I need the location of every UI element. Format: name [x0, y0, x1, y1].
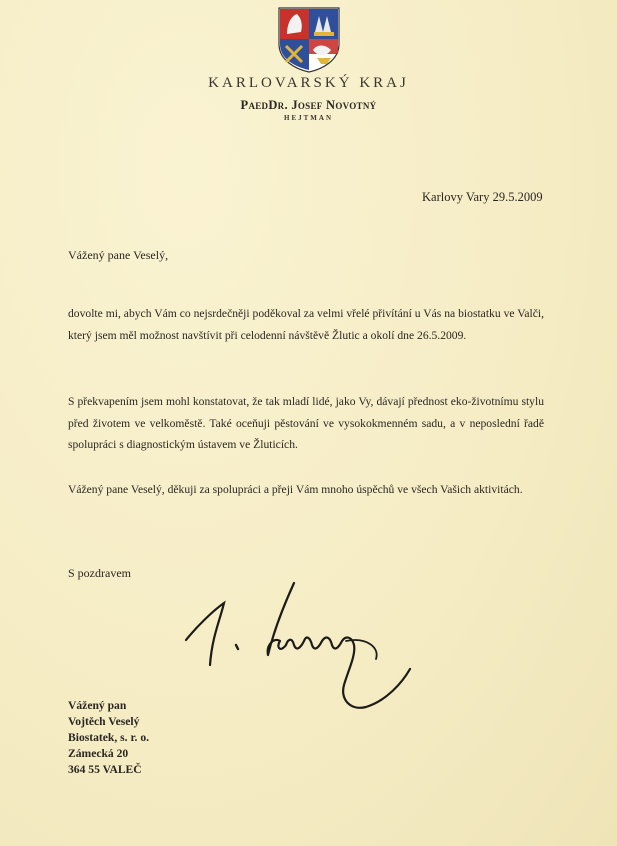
address-line: Vojtěch Veselý	[68, 715, 140, 728]
paragraph-3: Vážený pane Veselý, děkuji za spolupráci a přeji Vám mnoho úspěchů ve všech Vašich aktivitách.	[68, 483, 523, 496]
coat-of-arms-icon	[277, 6, 341, 74]
official-name: PaedDr. Josef Novotný	[240, 98, 377, 112]
official-title	[0, 98, 617, 113]
address-line: Zámecká 20	[68, 747, 129, 760]
address-line: Biostatek, s. r. o.	[68, 731, 150, 744]
paragraph-2: S překvapením jsem mohl konstatovat, že tak mladí lidé, jako Vy, dávají přednost eko-životnímu stylu před životem ve velkoměstě. Také oceňuji pěstování ve vysokokmenném sadu, a v neposlední řadě spolupráci s diagnostickým ústavem ve Žluticích.	[68, 395, 544, 451]
address-line: Vážený pan	[68, 699, 127, 712]
address-line: 364 55 VALEČ	[68, 763, 142, 776]
salutation: Vážený pane Veselý,	[68, 248, 169, 262]
letter-date: Karlovy Vary 29.5.2009	[422, 190, 543, 204]
official-role: HEJTMAN	[284, 114, 333, 122]
recipient-address	[68, 698, 149, 778]
paragraph-1: dovolte mi, abych Vám co nejsrdečněji poděkoval za velmi vřelé přivítání u Vás na biostatku ve Valči, který jsem měl možnost navštívit při celodenní návštěvě Žlutic a okolí dne 26.5.2009.	[68, 307, 544, 342]
region-name: KARLOVARSKÝ KRAJ	[208, 75, 409, 91]
handwritten-signature-icon	[176, 575, 436, 720]
closing: S pozdravem	[68, 566, 131, 580]
